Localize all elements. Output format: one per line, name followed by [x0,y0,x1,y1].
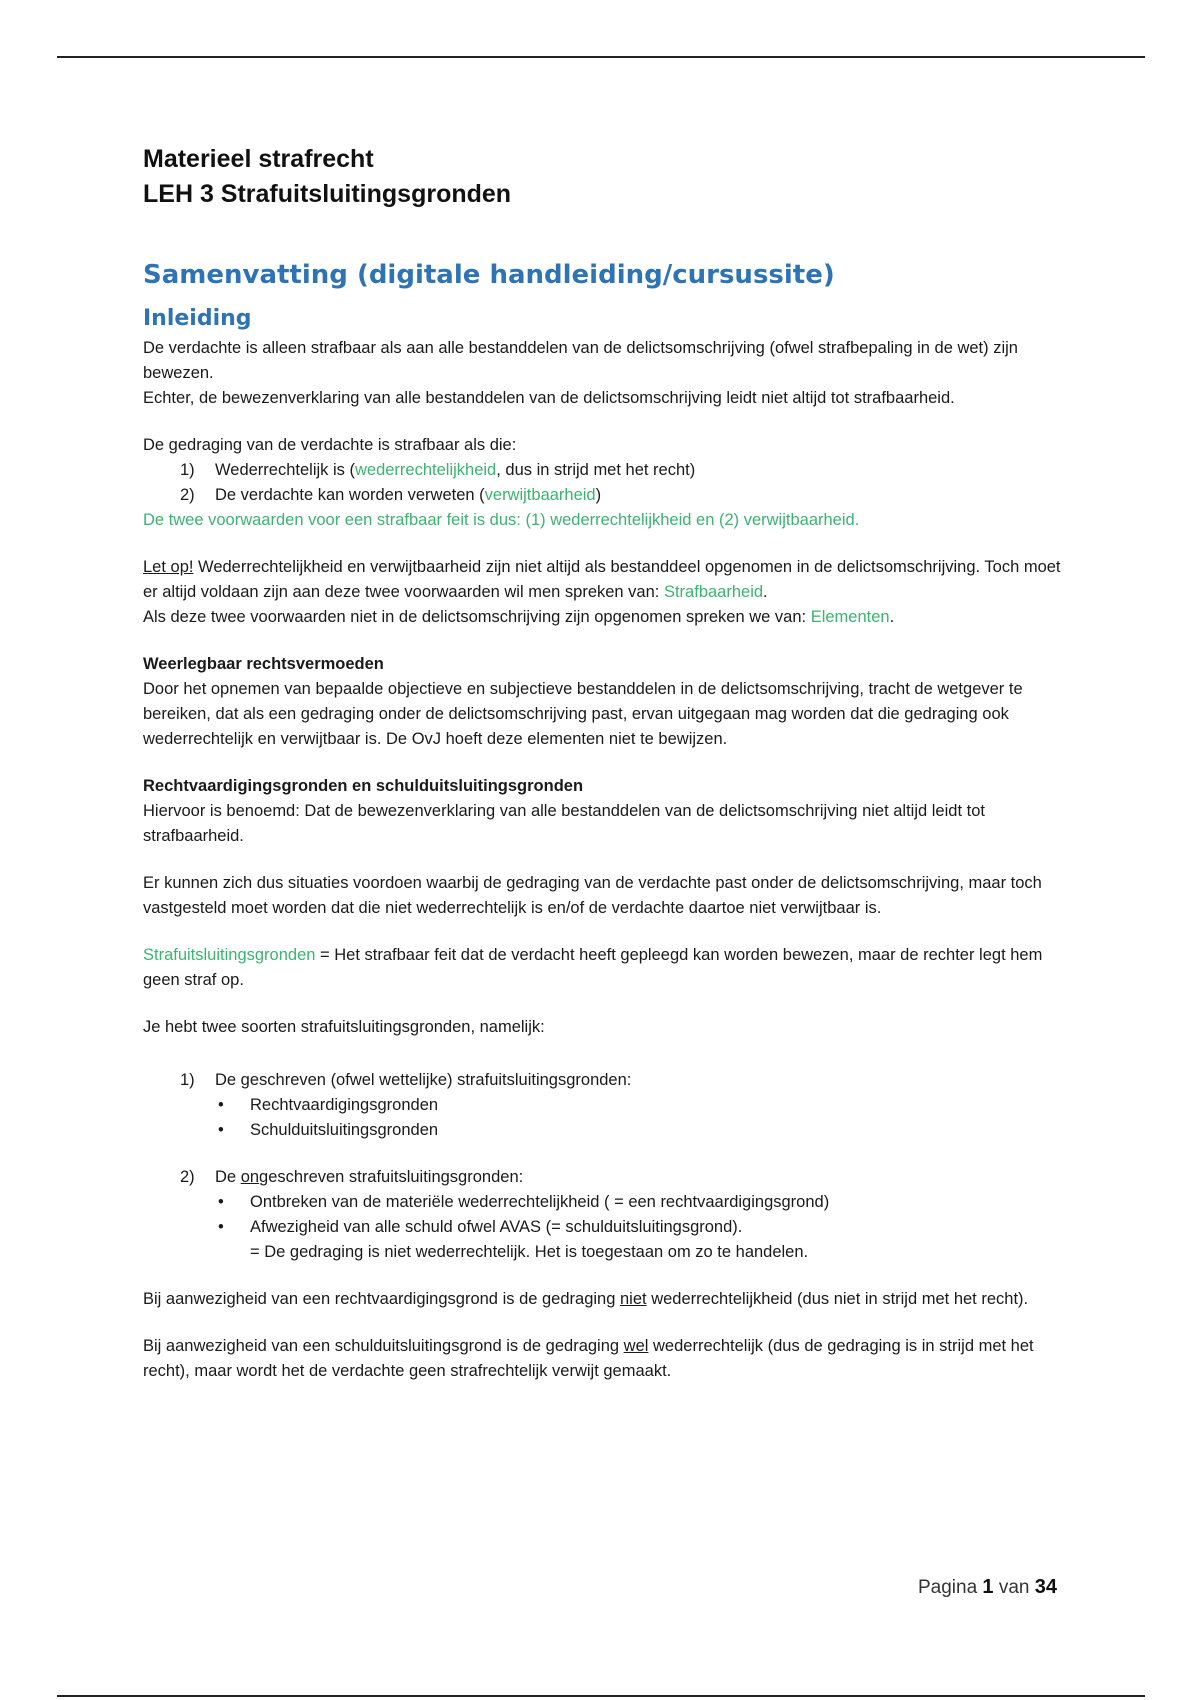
section2-paragraph-1: Hiervoor is benoemd: Dat de bewezenverklaring van alle bestanddelen van de delictsomschrijving niet altijd leidt tot strafbaarheid. [143,802,985,845]
list-item: 1) De geschreven (ofwel wettelijke) strafuitsluitingsgronden: • Rechtvaardigingsgronden • Schulduitsluitingsgronden [143,1068,1063,1143]
kinds-paragraph: Je hebt twee soorten strafuitsluitingsgronden, namelijk: [143,1018,545,1036]
doc-title-line1: Materieel strafrecht [143,145,374,173]
section2-title: Rechtvaardigingsgronden en schulduitsluitingsgronden [143,777,584,795]
section1-title: Weerlegbaar rechtsvermoeden [143,655,384,673]
list-item: • Schulduitsluitingsgronden [215,1118,1063,1143]
list-item: 1) Wederrechtelijk is (wederrechtelijkheid, dus in strijd met het recht) [180,461,696,479]
bullet-list [215,1093,1063,1143]
list-item: 2) De verdachte kan worden verweten (verwijtbaarheid) [180,486,602,504]
definition-paragraph: Strafuitsluitingsgronden = Het strafbaar feit dat de verdacht heeft gepleegd kan worden bewezen, maar de rechter legt hem geen straf op. [143,946,1043,989]
bullet-icon: • [218,1193,224,1211]
page-content [143,142,1063,1384]
kinds-list-2 [143,1165,1063,1240]
conditions-list [143,458,1063,508]
bullet-list [215,1190,1063,1240]
page-footer [918,1576,1057,1599]
bullet-icon: • [218,1218,224,1236]
elementen-paragraph: Als deze twee voorwaarden niet in de delictsomschrijving zijn opgenomen spreken we van: Elementen. [143,608,895,626]
list2-note: = De gedraging is niet wederrechtelijk. Het is toegestaan om zo te handelen. [250,1243,809,1261]
bullet-icon: • [218,1121,224,1139]
conclusion-2: Bij aanwezigheid van een schulduitsluitingsgrond is de gedraging wel wederrechtelijk (dus de gedraging is in strijd met het recht), maar wordt het de verdachte geen strafrechtelijk verwijt gemaakt. [143,1337,1034,1380]
summary-heading: Samenvatting (digitale handleiding/cursussite) [143,260,835,290]
list-item: • Rechtvaardigingsgronden [215,1093,1063,1118]
intro-paragraph-1: De verdachte is alleen strafbaar als aan alle bestanddelen van de delictsomschrijving (ofwel strafbepaling in de wet) zijn bewezen. [143,339,1018,382]
of-label: van [998,1577,1030,1598]
footer-rule [57,1695,1145,1697]
intro-paragraph-3: De gedraging van de verdachte is strafbaar als die: [143,436,517,454]
conclusion-1: Bij aanwezigheid van een rechtvaardigingsgrond is de gedraging niet wederrechtelijkheid (dus niet in strijd met het recht). [143,1290,1029,1308]
list-item: 2) De ongeschreven strafuitsluitingsgronden: • Ontbreken van de materiële wederrechtelijkheid ( = een rechtvaardigingsgrond) • Afwezigheid van alle schuld ofwel AVAS (= schulduitsluitingsgrond). [143,1165,1063,1240]
intro-paragraph-2: Echter, de bewezenverklaring van alle bestanddelen van de delictsomschrijving leidt niet altijd tot strafbaarheid. [143,389,955,407]
bullet-icon: • [218,1096,224,1114]
header-rule [57,56,1145,58]
section1-text: Door het opnemen van bepaalde objectieve en subjectieve bestanddelen in de delictsomschrijving, tracht de wetgever te bereiken, dat als een gedraging onder de delictsomschrijving past, ervan uitgegaan mag worden dat die gedraging ook wederrechtelijk en verwijtbaar is. De OvJ hoeft deze elementen niet te bewijzen. [143,680,1023,748]
conditions-summary: De twee voorwaarden voor een strafbaar feit is dus: (1) wederrechtelijkheid en (2) verwijtbaarheid. [143,511,860,529]
intro-heading: Inleiding [143,306,252,331]
letop-paragraph: Let op! Wederrechtelijkheid en verwijtbaarheid zijn niet altijd als bestanddeel opgenomen in de delictsomschrijving. Toch moet er altijd voldaan zijn aan deze twee voorwaarden wil men spreken van: Strafbaarheid. [143,558,1061,601]
kinds-list-1 [143,1068,1063,1143]
page-label: Pagina [917,1577,978,1598]
page-total: 34 [1034,1576,1057,1598]
page-number: 1 [982,1576,994,1598]
section2-paragraph-2: Er kunnen zich dus situaties voordoen waarbij de gedraging van de verdachte past onder de delictsomschrijving, maar toch vastgesteld moet worden dat die niet wederrechtelijk is en/of de verdachte daartoe niet verwijtbaar is. [143,874,1042,917]
doc-title-line2: LEH 3 Strafuitsluitingsgronden [143,180,512,208]
list-item: • Afwezigheid van alle schuld ofwel AVAS (= schulduitsluitingsgrond). [215,1215,1063,1240]
list-item: • Ontbreken van de materiële wederrechtelijkheid ( = een rechtvaardigingsgrond) [215,1190,1063,1215]
